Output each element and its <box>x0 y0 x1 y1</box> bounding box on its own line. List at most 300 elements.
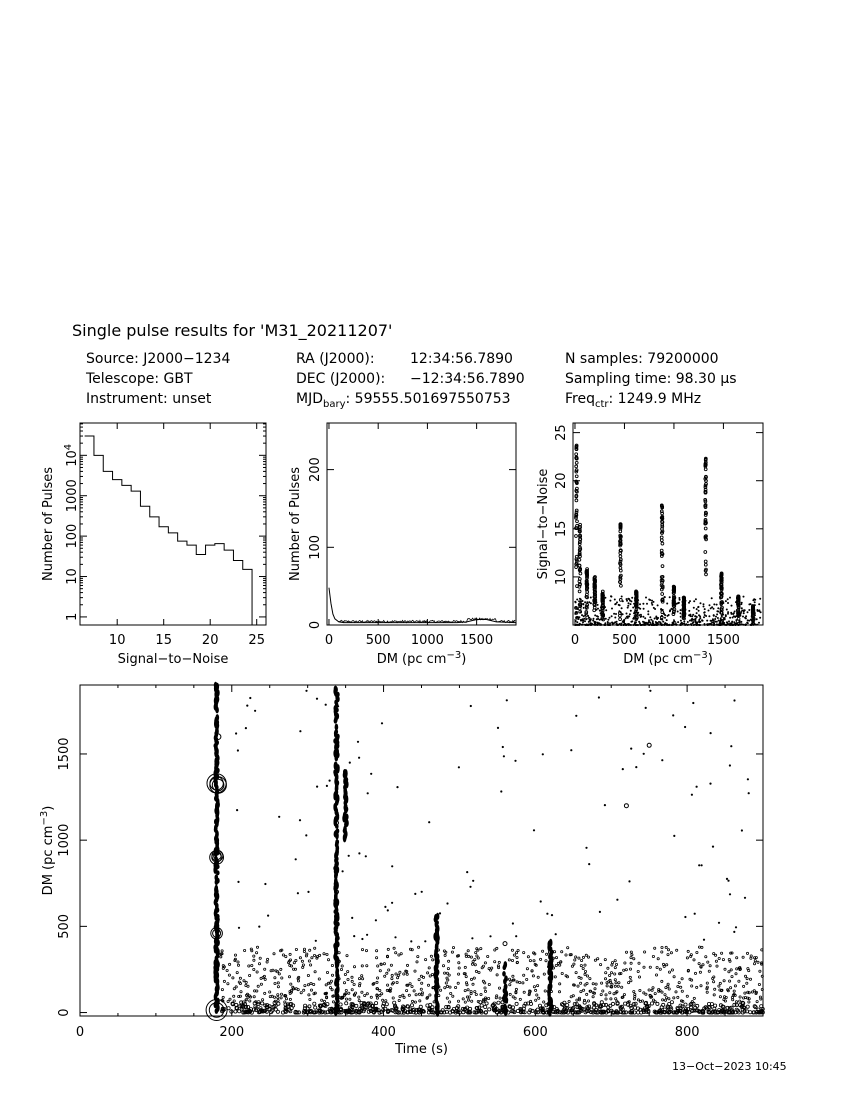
dm-time-point <box>744 996 746 998</box>
dm-time-sparse-point <box>315 940 317 942</box>
snr-dm-point <box>713 603 715 605</box>
dm-time-point <box>583 989 585 991</box>
dm-time-point <box>376 957 378 959</box>
dm-time-point <box>666 964 668 966</box>
dm-time-point <box>731 976 733 978</box>
snr-dm-point <box>607 619 609 621</box>
dm-time-point <box>297 989 299 991</box>
dm-time-point <box>693 959 695 961</box>
snr-dm-point <box>593 618 595 620</box>
dm-time-sparse-point <box>649 690 651 692</box>
dm-time-point <box>668 988 670 990</box>
n-samples-label: N samples: 79200000 <box>565 351 719 367</box>
snr-dm-point <box>691 620 693 622</box>
dm-time-point <box>532 975 534 977</box>
dm-time-point <box>580 982 582 984</box>
snr-dm-point <box>725 600 727 602</box>
snr-dm-ytick-label: 15 <box>554 520 569 538</box>
dm-time-point <box>633 991 635 993</box>
dm-time-sparse-point <box>502 746 504 748</box>
snr-dm-point <box>696 612 698 614</box>
dm-time-sparse-point <box>733 699 735 701</box>
dm-time-sparse-point <box>307 891 309 893</box>
dm-time-point <box>399 971 401 973</box>
dm-time-point <box>227 1000 229 1002</box>
dm-time-point <box>398 954 400 956</box>
dm-time-sparse-point <box>694 913 696 915</box>
snr-hist-xtick-label: 25 <box>248 633 265 648</box>
snr-dm-spike-point <box>578 558 581 561</box>
dm-time-point <box>584 973 586 975</box>
snr-dm-point <box>732 617 734 619</box>
dm-time-sparse-point <box>258 926 260 928</box>
snr-dm-point <box>708 623 710 625</box>
snr-dm-spike-point <box>575 499 578 502</box>
snr-dm-spike-point <box>672 613 675 616</box>
dm-time-point <box>567 947 569 949</box>
dm-time-point <box>271 995 273 997</box>
dm-time-point <box>391 974 393 976</box>
dm-time-point <box>234 954 236 956</box>
dm-time-point <box>351 989 353 991</box>
dm-time-point <box>487 955 489 957</box>
dm-time-point <box>474 964 476 966</box>
dm-time-point <box>720 990 722 992</box>
dm-time-point <box>540 958 542 960</box>
dm-time-streak-point <box>504 975 508 981</box>
dm-time-point <box>326 953 328 955</box>
dm-time-sparse-point <box>410 940 412 942</box>
dm-time-point <box>605 994 607 996</box>
dm-time-point <box>293 968 295 970</box>
dm-time-point <box>358 978 360 980</box>
dm-time-point <box>586 993 588 995</box>
dm-time-streak-point <box>215 885 219 892</box>
dm-time-sparse-point <box>489 935 491 937</box>
dm-time-point <box>310 964 312 966</box>
dm-time-point <box>429 994 431 996</box>
dm-time-point <box>508 959 510 961</box>
dm-time-sparse-point <box>570 749 572 751</box>
snr-dm-point <box>609 622 611 624</box>
dm-time-point <box>738 980 740 982</box>
dm-time-point <box>319 954 321 956</box>
dm-time-sparse-point <box>238 927 240 929</box>
dm-time-point <box>467 989 469 991</box>
snr-dm-point <box>576 599 578 601</box>
dm-time-ytick-label: 1500 <box>57 737 72 771</box>
dm-time-point <box>630 957 632 959</box>
dm-time-point <box>332 1001 334 1003</box>
dm-time-point <box>744 992 746 994</box>
dm-time-sparse-point <box>630 748 632 750</box>
snr-dm-point <box>607 622 609 624</box>
dm-time-point <box>750 957 752 959</box>
dm-time-point <box>677 996 679 998</box>
dm-time-point <box>410 1004 413 1007</box>
dm-time-point <box>693 997 695 999</box>
dm-time-event-circle <box>647 743 651 747</box>
dm-time-sparse-point <box>533 829 535 831</box>
dm-time-point <box>589 978 591 980</box>
snr-dm-point <box>677 611 679 613</box>
dm-time-point <box>273 996 275 998</box>
dm-time-point <box>226 969 228 971</box>
dm-time-point <box>278 973 280 975</box>
snr-dm-point <box>713 608 715 610</box>
dm-time-point <box>696 1004 699 1007</box>
dm-time-point <box>264 992 266 994</box>
dm-time-point <box>351 980 353 982</box>
snr-dm-spike-point <box>593 588 596 591</box>
dm-time-point <box>542 950 544 952</box>
snr-dm-point <box>664 614 666 616</box>
snr-dm-point <box>710 607 712 609</box>
snr-dm-point <box>750 603 752 605</box>
dm-time-sparse-point <box>698 864 700 866</box>
dm-time-point <box>355 1004 358 1007</box>
snr-dm-point <box>756 618 758 620</box>
snr-dm-point <box>650 619 652 621</box>
dm-time-point <box>515 1002 518 1005</box>
snr-dm-point <box>610 596 612 598</box>
dm-time-point <box>345 1002 348 1005</box>
dm-time-sparse-point <box>735 926 737 928</box>
snr-dm-point <box>711 622 713 624</box>
dm-time-point <box>668 998 670 1000</box>
snr-dm-point <box>611 615 613 617</box>
snr-dm-point <box>582 618 584 620</box>
dm-time-sparse-point <box>387 909 389 911</box>
dm-time-point <box>452 995 454 997</box>
dm-time-point <box>237 961 239 963</box>
snr-dm-point <box>716 604 718 606</box>
snr-dm-spike-point <box>705 535 708 538</box>
dm-time-point <box>643 966 645 968</box>
snr-dm-point <box>575 601 577 603</box>
dm-time-xtick-label: 400 <box>371 1025 396 1040</box>
sampling-time-unit: μs <box>720 371 737 387</box>
dm-time-point <box>610 972 612 974</box>
dm-time-point <box>516 1009 519 1012</box>
dm-time-point <box>601 982 603 984</box>
dm-time-point <box>326 1003 329 1006</box>
dm-time-point <box>415 994 417 996</box>
dm-time-point <box>420 988 422 990</box>
freq-prefix: Freq <box>565 391 595 407</box>
footer-timestamp: 13−Oct−2023 10:45 <box>672 1060 787 1073</box>
mjd-subscript: bary <box>323 398 346 410</box>
dm-time-point <box>392 997 394 999</box>
dm-time-point <box>531 970 533 972</box>
dm-time-point <box>387 948 389 950</box>
dm-time-point <box>303 948 305 950</box>
snr-hist-ytick-label: $10^4$ <box>63 443 80 467</box>
snr-dm-point <box>630 624 632 626</box>
dm-time-point <box>331 989 333 991</box>
dm-time-point <box>260 983 262 985</box>
dm-time-point <box>609 979 611 981</box>
dm-time-sparse-point <box>299 819 301 821</box>
dm-time-point <box>644 951 646 953</box>
dm-time-point <box>570 996 572 998</box>
dm-time-sparse-point <box>514 760 516 762</box>
snr-dm-point <box>714 618 716 620</box>
dm-time-point <box>375 1002 378 1005</box>
snr-dm-point <box>669 624 671 626</box>
snr-dm-point <box>638 614 640 616</box>
dm-time-sparse-point <box>703 939 705 941</box>
ra-label: RA (J2000): <box>296 351 375 367</box>
dm-time-point <box>475 970 477 972</box>
dm-time-point <box>655 974 657 976</box>
dm-time-point <box>746 982 748 984</box>
dm-time-point <box>280 997 282 999</box>
snr-dm-point <box>588 601 590 603</box>
snr-dm-spike-point <box>601 590 604 593</box>
snr-dm-point <box>699 624 701 626</box>
dm-time-sparse-point <box>351 917 353 919</box>
snr-dm-point <box>628 615 630 617</box>
snr-dm-spike-point <box>619 555 622 558</box>
snr-dm-point <box>680 616 682 618</box>
dm-time-point <box>302 966 304 968</box>
snr-dm-point <box>590 597 592 599</box>
dm-time-sparse-point <box>236 809 238 811</box>
snr-dm-point <box>666 619 668 621</box>
snr-dm-point <box>745 615 747 617</box>
dm-time-point <box>732 999 734 1001</box>
dm-time-point <box>343 982 345 984</box>
dm-time-sparse-point <box>381 722 383 724</box>
snr-dm-spike-point <box>661 611 664 614</box>
snr-dm-spike-point <box>578 590 581 593</box>
snr-dm-point <box>741 602 743 604</box>
dm-time-sparse-point <box>497 727 499 729</box>
dm-time-point <box>582 956 584 958</box>
dm-time-sparse-point <box>396 786 398 788</box>
snr-dm-point <box>583 607 585 609</box>
snr-dm-spike-point <box>578 564 581 567</box>
dm-time-sparse-point <box>370 773 372 775</box>
dm-time-point <box>614 960 616 962</box>
dm-time-point <box>684 1003 687 1006</box>
dm-time-point <box>386 956 388 958</box>
dm-time-point <box>592 983 594 985</box>
dm-time-point <box>427 984 429 986</box>
snr-dm-spike-point <box>579 568 582 571</box>
snr-dm-point <box>584 601 586 603</box>
dm-hist-xlabel: DM (pc $cm^{-3}$) <box>376 650 467 667</box>
snr-dm-ytick-label: 25 <box>554 424 569 441</box>
dm-time-point <box>686 995 688 997</box>
snr-dm-point <box>716 621 718 623</box>
dm-time-point <box>595 983 597 985</box>
snr-dm-spike-point <box>619 618 622 621</box>
dm-time-point <box>285 956 287 958</box>
snr-dm-point <box>657 604 659 606</box>
dm-time-point <box>361 991 363 993</box>
dm-time-point <box>280 993 282 995</box>
dm-time-point <box>379 989 381 991</box>
dm-time-point <box>344 973 346 975</box>
dm-hist-ytick-label: 0 <box>308 620 323 630</box>
snr-dm-point <box>664 596 666 598</box>
dm-time-sparse-point <box>367 792 369 794</box>
dm-time-point <box>377 965 379 967</box>
dm-time-streak-point <box>334 686 338 691</box>
dm-time-point <box>475 952 477 954</box>
dm-time-point <box>611 964 613 966</box>
dm-time-point <box>723 980 725 982</box>
dm-time-point <box>516 961 518 963</box>
snr-dm-point <box>660 608 662 610</box>
dm-time-point <box>631 954 633 956</box>
dm-time-point <box>515 988 517 990</box>
dm-time-point <box>365 950 367 952</box>
dm-time-point <box>382 999 384 1001</box>
snr-dm-point <box>752 599 754 601</box>
snr-dm-point <box>734 611 736 613</box>
dm-time-point <box>718 957 720 959</box>
dm-time-point <box>314 1006 317 1009</box>
snr-dm-point <box>648 621 650 623</box>
dm-time-point <box>267 958 269 960</box>
dm-time-point <box>391 978 393 980</box>
dm-time-point <box>485 1002 488 1005</box>
dm-time-point <box>289 998 291 1000</box>
dm-time-sparse-point <box>299 730 301 732</box>
snr-dm-point <box>669 596 671 598</box>
dm-time-point <box>496 995 498 997</box>
snr-dm-point <box>627 605 629 607</box>
dm-time-sparse-point <box>391 865 393 867</box>
dm-time-point <box>694 972 696 974</box>
dm-time-point <box>260 977 262 979</box>
dm-time-point <box>689 978 691 980</box>
snr-dm-point <box>647 613 649 615</box>
snr-dm-spike-point <box>593 606 596 609</box>
dm-time-point <box>527 956 529 958</box>
dm-time-point <box>618 982 620 984</box>
snr-dm-point <box>627 607 629 609</box>
snr-dm-point <box>680 620 682 622</box>
dm-time-sparse-point <box>744 897 746 899</box>
dm-time-sparse-point <box>246 705 248 707</box>
dm-time-point <box>256 946 258 948</box>
snr-dm-point <box>629 600 631 602</box>
dm-time-point <box>519 998 521 1000</box>
snr-dm-point <box>699 615 701 617</box>
dm-time-point <box>310 982 312 984</box>
dm-time-point <box>662 963 664 965</box>
dm-time-point <box>614 973 616 975</box>
dm-time-point <box>428 967 430 969</box>
snr-dm-point <box>714 624 716 626</box>
dm-time-point <box>582 967 584 969</box>
snr-dm-point <box>607 624 609 626</box>
snr-dm-spike-point <box>705 475 708 478</box>
dm-time-point <box>623 994 625 996</box>
snr-dm-spike-point <box>704 527 707 530</box>
dm-time-point <box>706 986 708 988</box>
dm-time-point <box>248 965 250 967</box>
dm-time-point <box>313 1002 316 1005</box>
dm-time-point <box>414 1001 416 1003</box>
snr-dm-spike-point <box>619 599 622 602</box>
dm-time-sparse-point <box>542 753 544 755</box>
dm-time-point <box>273 953 275 955</box>
snr-hist-ytick-label: 1000 <box>65 479 80 513</box>
snr-dm-point <box>626 613 628 615</box>
dm-time-ytick-label: 1000 <box>57 823 72 857</box>
dm-time-sparse-point <box>375 919 377 921</box>
dm-time-point <box>470 978 472 980</box>
dm-time-point <box>614 985 616 987</box>
dm-time-point <box>499 997 501 999</box>
snr-dm-point <box>704 624 706 626</box>
snr-dm-point <box>741 624 743 626</box>
dm-time-point <box>245 984 247 986</box>
snr-dm-point <box>583 618 585 620</box>
dm-time-point <box>735 1003 738 1006</box>
dm-time-point <box>427 972 429 974</box>
dm-time-point <box>295 948 297 950</box>
dm-time-point <box>341 965 343 967</box>
snr-dm-point <box>708 615 710 617</box>
dm-time-point <box>516 956 518 958</box>
dm-time-point <box>308 994 310 996</box>
dm-time-point <box>444 954 446 956</box>
dm-time-point <box>277 986 279 988</box>
snr-hist-ytick-label: 100 <box>65 523 80 549</box>
dm-time-sparse-point <box>305 834 307 836</box>
dm-time-point <box>221 950 223 952</box>
snr-dm-spike-point <box>576 520 579 523</box>
snr-dm-spike-point <box>704 560 707 563</box>
dm-time-point <box>661 951 663 953</box>
dm-time-point <box>280 968 282 970</box>
snr-dm-spike-point <box>660 510 663 513</box>
dm-time-point <box>724 968 726 970</box>
snr-dm-xtick-label: 1500 <box>706 633 740 648</box>
dm-time-sparse-point <box>635 766 637 768</box>
dm-time-sparse-point <box>421 891 423 893</box>
snr-dm-point <box>760 611 762 613</box>
dm-time-point <box>662 999 664 1001</box>
dm-time-sparse-point <box>466 871 468 873</box>
dm-time-point <box>609 974 611 976</box>
dm-time-sparse-point <box>428 821 430 823</box>
dm-time-point <box>604 978 606 980</box>
dm-time-point <box>465 953 467 955</box>
dm-time-point <box>323 953 325 955</box>
dm-time-point <box>750 955 752 957</box>
dm-time-streak-point <box>214 682 218 689</box>
dm-time-point <box>753 963 755 965</box>
dm-time-point <box>445 951 447 953</box>
dm-time-point <box>559 983 561 985</box>
dm-time-point <box>522 982 524 984</box>
snr-dm-point <box>615 613 617 615</box>
dm-time-sparse-point <box>730 745 732 747</box>
dm-time-sparse-point <box>696 786 698 788</box>
dm-time-point <box>386 972 388 974</box>
dm-time-point <box>221 989 223 991</box>
dm-time-point <box>617 985 619 987</box>
dm-time-point <box>297 980 299 982</box>
snr-dm-point <box>609 624 611 626</box>
